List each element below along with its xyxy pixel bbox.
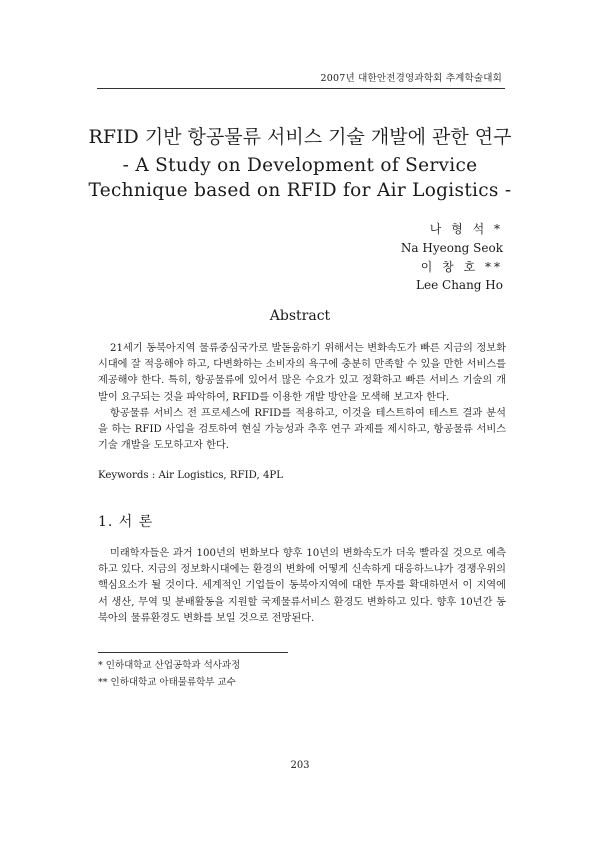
- page-number: 203: [290, 760, 310, 771]
- section-1-body: [98, 546, 506, 627]
- author2-korean-name: 이 창 호 **: [420, 260, 503, 274]
- footnote-2: ** 인하대학교 아태물류학부 교수: [98, 677, 236, 688]
- section-1-paragraph: 미래학자들은 과거 100년의 변화보다 향후 10년의 변화속도가 더욱 빨라질 것으로 예측하고 있다. 지금의 정보화시대에는 환경의 변화에 어떻게 신속하게 대응하느냐가 경쟁우위의 핵심요소가 될 것이다. 세계적인 기업들이 동북아지역에 대한 투자를 확대하면서 이 지역에서 생산, 무역 및 분배활동을 지원할 국제물류서비스 환경도 변화하고 있다. 향후 10년간 동북아의 물류환경도 변화를 보일 것으로 전망된다.: [98, 548, 506, 624]
- footnote-1: * 인하대학교 산업공학과 석사과정: [98, 660, 241, 671]
- author2-english-name: Lee Chang Ho: [416, 278, 503, 292]
- paper-subtitle-line2: Technique based on RFID for Air Logistics -: [88, 180, 512, 201]
- running-header: 2007년 대한안전경영과학회 추계학술대회: [320, 73, 502, 84]
- abstract-paragraph-1: 21세기 동북아지역 물류중심국가로 발돋움하기 위해서는 변화속도가 빠른 지금의 정보화시대에 잘 적응해야 하고, 다변화하는 소비자의 욕구에 충분히 만족할 수 있을 만한 서비스를 제공해야 한다. 특히, 항공물류에 있어서 많은 수요가 있고 정확하고 빠른 서비스 기술의 개발이 요구되는 것을 파악하여, RFID를 이용한 개발 방안을 모색해 보고자 한다.: [98, 343, 506, 403]
- section-1-heading: 1. 서 론: [98, 514, 154, 530]
- keywords-line: Keywords : Air Logistics, RFID, 4PL: [98, 470, 284, 481]
- abstract-heading: Abstract: [269, 308, 331, 324]
- abstract-body: [98, 341, 506, 454]
- header-rule: [97, 88, 505, 89]
- paper-subtitle-line1: - A Study on Development of Service: [122, 155, 478, 176]
- paper-title: RFID 기반 항공물류 서비스 기술 개발에 관한 연구: [88, 126, 512, 148]
- abstract-paragraph-2: 항공물류 서비스 전 프로세스에 RFID를 적용하고, 이것을 테스트하여 테스트 결과 분석을 하는 RFID 사업을 검토하여 현실 가능성과 추후 연구 과제를 제시하고, 항공물류 서비스 기술 개발을 도모하고자 한다.: [98, 407, 506, 452]
- footnote-rule: [98, 652, 288, 653]
- author1-korean-name: 나 형 석 *: [429, 222, 503, 236]
- author1-english-name: Na Hyeong Seok: [400, 241, 503, 255]
